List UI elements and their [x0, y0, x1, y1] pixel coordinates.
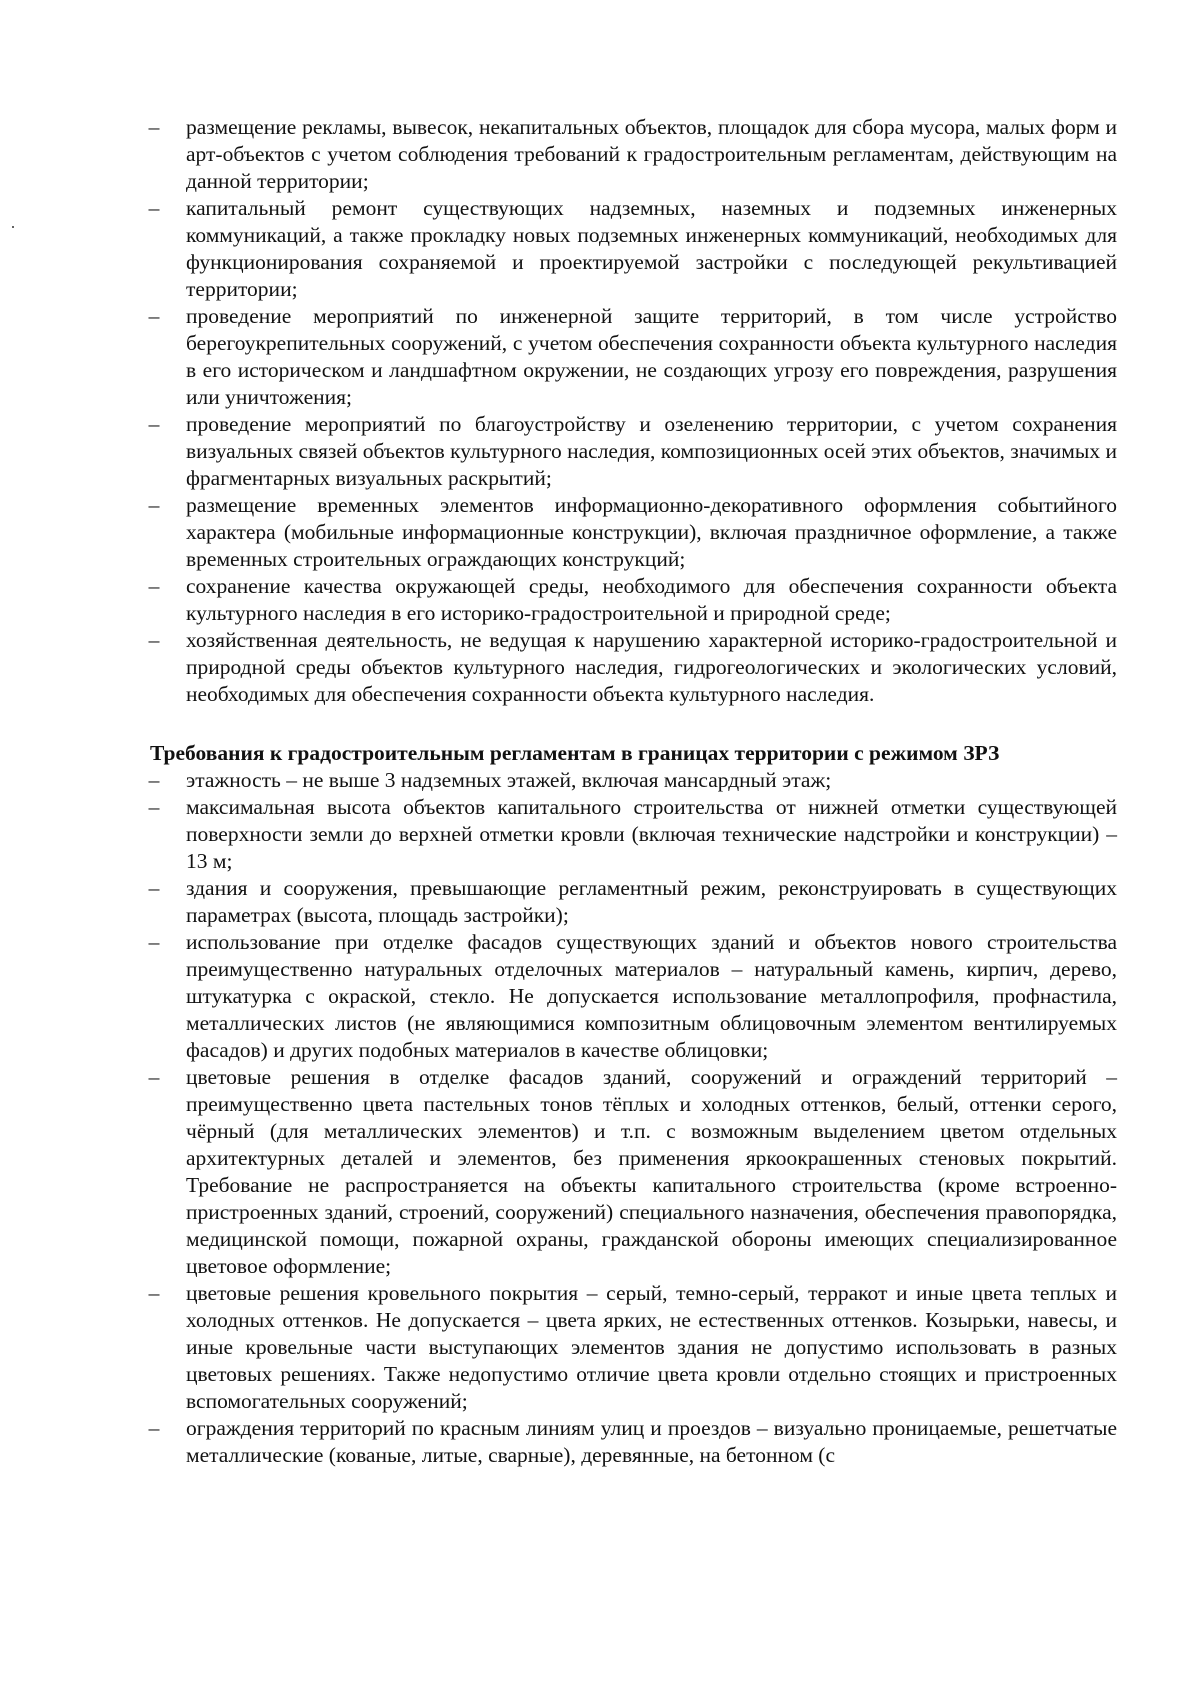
list-item	[148, 492, 1117, 573]
list-bullet: –	[148, 304, 160, 328]
list-item	[148, 1064, 1117, 1280]
list-item	[148, 794, 1117, 875]
list-bullet: –	[148, 930, 160, 954]
list-bullet: –	[148, 768, 160, 792]
list-item-text: проведение мероприятий по благоустройству и озеленению территории, с учетом сохранения визуальных связей объектов культурного наследия, композиционных осей этих объектов, значимых и фрагментарных визуальных раскрытий;	[186, 412, 1117, 490]
list-bullet: –	[148, 412, 160, 436]
list-item-text: размещение рекламы, вывесок, некапитальных объектов, площадок для сбора мусора, малых форм и арт-объектов с учетом соблюдения требований к градостроительным регламентам, действующим на данной территории;	[186, 115, 1117, 193]
zrz-requirements-list	[148, 767, 1117, 1469]
list-bullet: –	[148, 628, 160, 652]
list-bullet: –	[148, 115, 160, 139]
list-item	[148, 767, 1117, 794]
list-item	[148, 1280, 1117, 1415]
list-item	[148, 114, 1117, 195]
list-item	[148, 411, 1117, 492]
list-item-text: цветовые решения кровельного покрытия – серый, темно-серый, терракот и иные цвета теплых и холодных оттенков. Не допускается – цвета ярких, не естественных оттенков. Козырьки, навесы, и иные кровельные части выступающих элементов здания не допустимо использовать в разных цветовых решениях. Также недопустимо отличие цвета кровли отдельно стоящих и пристроенных вспомогательных сооружений;	[186, 1281, 1117, 1413]
list-item-text: этажность – не выше 3 надземных этажей, включая мансардный этаж;	[186, 768, 832, 792]
list-bullet: –	[148, 493, 160, 517]
list-bullet: –	[148, 574, 160, 598]
list-item-text: ограждения территорий по красным линиям улиц и проездов – визуально проницаемые, решетчатые металлические (кованые, литые, сварные), деревянные, на бетонном (с	[186, 1416, 1117, 1467]
list-item-text: цветовые решения в отделке фасадов зданий, сооружений и ограждений территорий – преимущественно цвета пастельных тонов тёплых и холодных оттенков, белый, оттенки серого, чёрный (для металлических элементов) и т.п. с возможным выделением цветом отдельных архитектурных деталей и элементов, без применения яркоокрашенных стеновых покрытий. Требование не распространяется на объекты капитального строительства (кроме встроенно-пристроенных зданий, строений, сооружений) специального назначения, обеспечения правопорядка, медицинской помощи, пожарной охраны, гражданской обороны имеющих специализированное цветовое оформление;	[186, 1065, 1117, 1278]
list-item-text: проведение мероприятий по инженерной защите территорий, в том числе устройство берегоукрепительных сооружений, с учетом обеспечения сохранности объекта культурного наследия в его историческом и ландшафтном окружении, не создающих угрозу его повреждения, разрушения или уничтожения;	[186, 304, 1117, 409]
list-item	[148, 627, 1117, 708]
list-item-text: хозяйственная деятельность, не ведущая к нарушению характерной историко-градостроительной и природной среды объектов культурного наследия, гидрогеологических и экологических условий, необходимых для обеспечения сохранности объекта культурного наследия.	[186, 628, 1117, 706]
list-item	[148, 303, 1117, 411]
list-item	[148, 573, 1117, 627]
list-bullet: –	[148, 1416, 160, 1440]
list-bullet: –	[148, 876, 160, 900]
list-bullet: –	[148, 196, 160, 220]
list-item	[148, 875, 1117, 929]
section-heading: Требования к градостроительным регламентам в границах территории с режимом ЗРЗ	[150, 741, 1000, 765]
list-item-text: использование при отделке фасадов существующих зданий и объектов нового строительства преимущественно натуральных отделочных материалов – натуральный камень, кирпич, дерево, штукатурка с окраской, стекло. Не допускается использование металлопрофиля, профнастила, металлических листов (не являющимися композитным облицовочным элементом вентилируемых фасадов) и других подобных материалов в качестве облицовки;	[186, 930, 1117, 1062]
document-content	[148, 114, 1117, 1469]
list-item-text: капитальный ремонт существующих надземных, наземных и подземных инженерных коммуникаций, а также прокладку новых подземных инженерных коммуникаций, необходимых для функционирования сохраняемой и проектируемой застройки с последующей рекультивацией территории;	[186, 196, 1117, 301]
list-item-text: максимальная высота объектов капитального строительства от нижней отметки существующей поверхности земли до верхней отметки кровли (включая технические надстройки и конструкции) – 13 м;	[186, 795, 1117, 873]
list-bullet: –	[148, 1065, 160, 1089]
scan-speck	[12, 226, 14, 228]
list-item	[148, 929, 1117, 1064]
list-bullet: –	[148, 795, 160, 819]
list-item-text: сохранение качества окружающей среды, необходимого для обеспечения сохранности объекта культурного наследия в его историко-градостроительной и природной среде;	[186, 574, 1117, 625]
list-item	[148, 1415, 1117, 1469]
list-item-text: размещение временных элементов информационно-декоративного оформления событийного характера (мобильные информационные конструкции), включая праздничное оформление, а также временных строительных ограждающих конструкций;	[186, 493, 1117, 571]
list-item-text: здания и сооружения, превышающие регламентный режим, реконструировать в существующих параметрах (высота, площадь застройки);	[186, 876, 1117, 927]
permitted-activities-list	[148, 114, 1117, 708]
list-bullet: –	[148, 1281, 160, 1305]
list-item	[148, 195, 1117, 303]
